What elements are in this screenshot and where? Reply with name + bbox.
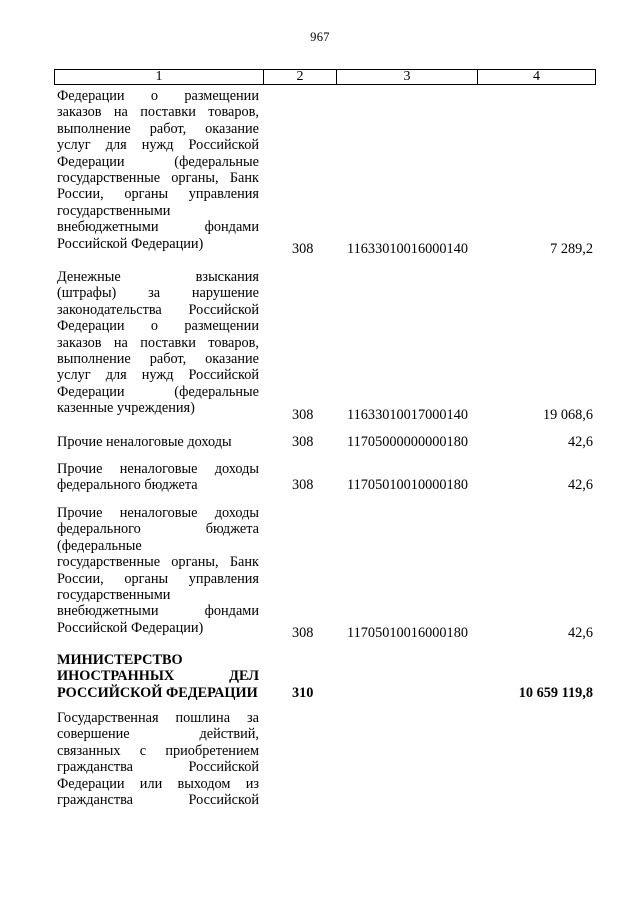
row-description (57, 710, 259, 808)
description-line: России, органы управления (57, 186, 259, 203)
description-line: Денежные взыскания (57, 269, 259, 285)
row-description (57, 269, 259, 417)
description-line: выполнение работ, оказание (57, 351, 259, 368)
description-line: РОССИЙСКОЙ ФЕДЕРАЦИИ (57, 684, 258, 701)
description-line: Федерации о размещении (57, 318, 259, 335)
description-line: Прочие неналоговые доходы (57, 461, 259, 477)
description-line: (штрафы) за нарушение (57, 285, 259, 302)
amount: 19 068,6 (542, 407, 593, 423)
column-header-3: 3 (403, 69, 411, 84)
description-line: заказов на поставки товаров, (57, 104, 259, 121)
description-line: России, органы управления (57, 570, 259, 587)
description-line: Федерации о размещении (57, 88, 259, 104)
amount: 42,6 (567, 625, 593, 641)
description-line: законодательства Российской (57, 301, 259, 318)
description-line: казенные учреждения) (57, 400, 195, 417)
description-line: внебюджетными фондами (57, 603, 259, 620)
classification-code: 11705010016000180 (347, 625, 468, 641)
chapter-code: 308 (292, 407, 314, 423)
description-line: государственные органы, Банк (57, 554, 259, 571)
amount: 42,6 (567, 477, 593, 493)
column-header-4: 4 (533, 69, 540, 84)
classification-code: 11705000000000180 (347, 434, 468, 450)
description-line: федерального бюджета (57, 477, 198, 494)
description-line: Прочие неналоговые доходы (57, 434, 232, 450)
chapter-code: 308 (292, 477, 314, 493)
description-line: внебюджетными фондами (57, 219, 259, 236)
description-line: государственными (57, 587, 171, 604)
description-line: заказов на поставки товаров, (57, 334, 259, 351)
description-line: Российской Федерации) (57, 235, 204, 252)
column-header-1: 1 (155, 69, 163, 84)
description-line: гражданства Российской (57, 792, 259, 809)
row-description (57, 461, 259, 494)
column-header-2: 2 (296, 69, 304, 84)
ministry-title (57, 652, 259, 701)
classification-code: 11633010017000140 (347, 407, 468, 423)
description-line: гражданства Российской (57, 759, 259, 776)
amount: 7 289,2 (550, 241, 593, 257)
description-line: государственные органы, Банк (57, 170, 259, 187)
chapter-code: 308 (292, 625, 314, 641)
row-description (57, 505, 259, 636)
page-number: 967 (310, 30, 330, 44)
description-line: ИНОСТРАННЫХ ДЕЛ (57, 668, 259, 685)
description-line: услуг для нужд Российской (57, 367, 259, 384)
description-line: Прочие неналоговые доходы (57, 505, 259, 521)
description-line: выполнение работ, оказание (57, 120, 259, 137)
chapter-code: 308 (292, 241, 314, 257)
description-line: совершение действий, (57, 726, 259, 743)
row-description (57, 434, 259, 450)
classification-code: 11633010016000140 (347, 241, 468, 257)
description-line: Федерации или выходом из (57, 775, 259, 792)
description-line: услуг для нужд Российской (57, 137, 259, 154)
description-line: Федерации (федеральные (57, 383, 259, 400)
amount: 42,6 (567, 434, 593, 450)
description-line: Государственная пошлина за (57, 710, 259, 726)
description-line: МИНИСТЕРСТВО (57, 652, 183, 668)
description-line: связанных с приобретением (57, 742, 259, 759)
chapter-code: 310 (292, 685, 314, 701)
description-line: государственными (57, 202, 171, 219)
amount: 10 659 119,8 (518, 685, 593, 701)
row-description (57, 88, 259, 252)
classification-code: 11705010010000180 (347, 477, 468, 493)
chapter-code: 308 (292, 434, 314, 450)
description-line: Федерации (федеральные (57, 153, 259, 170)
table-header (54, 69, 596, 85)
description-line: Российской Федерации) (57, 619, 204, 636)
description-line: (федеральные (57, 537, 142, 554)
description-line: федерального бюджета (57, 521, 259, 538)
